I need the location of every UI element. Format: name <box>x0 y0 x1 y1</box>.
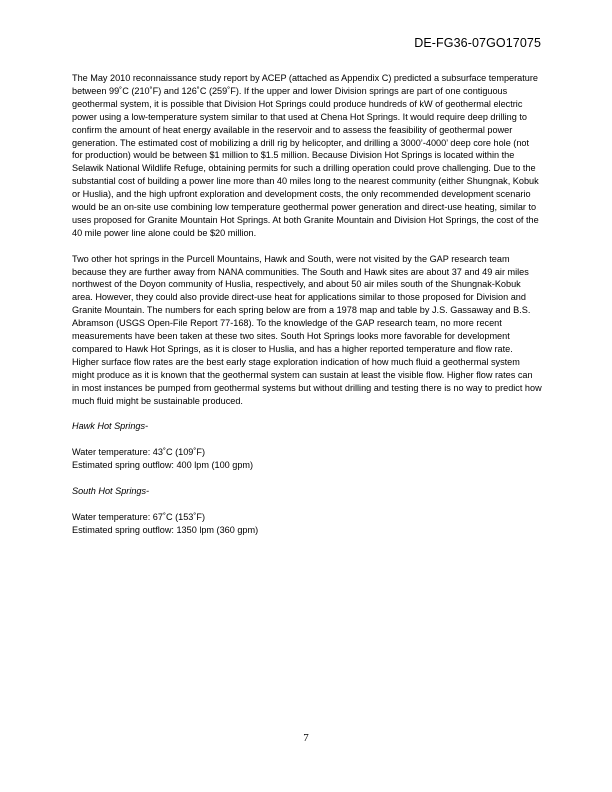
south-heading: South Hot Springs- <box>72 485 150 496</box>
south-spring-outflow: Estimated spring outflow: 1350 lpm (360 gpm) <box>72 524 259 535</box>
page-number: 7 <box>303 732 309 744</box>
paragraph-hawk-and-south: Two other hot springs in the Purcell Mountains, Hawk and South, were not visited by the GAP research team because they are further away from NANA communities. The South and Hawk sites are about 37 and 49 air miles northwest of the Doyon community of Huslia, respectively, and about 50 air miles south of the Shungnak-Kobuk area. However, they could also provide direct-use heat for applications similar to those proposed for Division and Granite Mountain. The numbers for each spring below are from a 1978 map and table by J.S. Gassaway and B.S. Abramson (USGS Open-File Report 77-168). To the knowledge of the GAP research team, no more recent measurements have been taken at these two sites. South Hot Springs looks more favorable for development compared to Hawk Hot Springs, as it is closer to Huslia, and has a higher reported temperature and flow rate. Higher surface flow rates are the best early stage exploration indication of how much fluid a geothermal system might produce as it is known that the geothermal system can sustain at least the visible flow. Higher flow rates can in most instances be pumped from geothermal systems but without drilling and testing there is no way to predict how much fluid might be sustainable produced. <box>72 253 542 406</box>
paragraph-spacer <box>72 472 542 485</box>
hawk-spring-outflow: Estimated spring outflow: 400 lpm (100 gpm) <box>72 460 254 471</box>
hawk-heading: Hawk Hot Springs- <box>72 421 149 432</box>
south-water-temperature: Water temperature: 67˚C (153˚F) <box>72 511 206 522</box>
page-content <box>72 72 542 537</box>
paragraph-spacer <box>72 498 542 511</box>
paragraph-spacer <box>72 240 542 253</box>
paragraph-spacer <box>72 433 542 446</box>
hawk-water-temperature: Water temperature: 43˚C (109˚F) <box>72 447 206 458</box>
document-id: DE-FG36-07GO17075 <box>414 36 541 50</box>
paragraph-spacer <box>72 408 542 421</box>
paragraph-division-hot-springs: The May 2010 reconnaissance study report by ACEP (attached as Appendix C) predicted a subsurface temperature between 99˚C (210˚F) and 126˚C (259˚F). If the upper and lower Division springs are part of one contiguous geothermal system, it is possible that Division Hot Springs could produce hundreds of kW of geothermal electric power using a low-temperature system similar to that used at Chena Hot Springs. It would require deep drilling to confirm the amount of heat energy available in the reservoir and to assess the feasibility of geothermal power generation. The estimated cost of mobilizing a drill rig by helicopter, and drilling a 3000’-4000’ deep core hole (not for production) would be between $1 million to $1.5 million. Because Division Hot Springs is located within the Selawik National Wildlife Refuge, obtaining permits for such a drilling operation could prove challenging. Due to the substantial cost of building a power line more than 40 miles long to the nearest community (either Shungnak, Kobuk or Huslia), and the high upfront exploration and development costs, the only recommended development scenario would be an on-site use combining low temperature geothermal power generation and direct-use heating, similar to uses proposed for Granite Mountain Hot Springs. At both Granite Mountain and Division Hot Springs, the cost of the 40 mile power line alone could be $20 million. <box>72 73 539 238</box>
